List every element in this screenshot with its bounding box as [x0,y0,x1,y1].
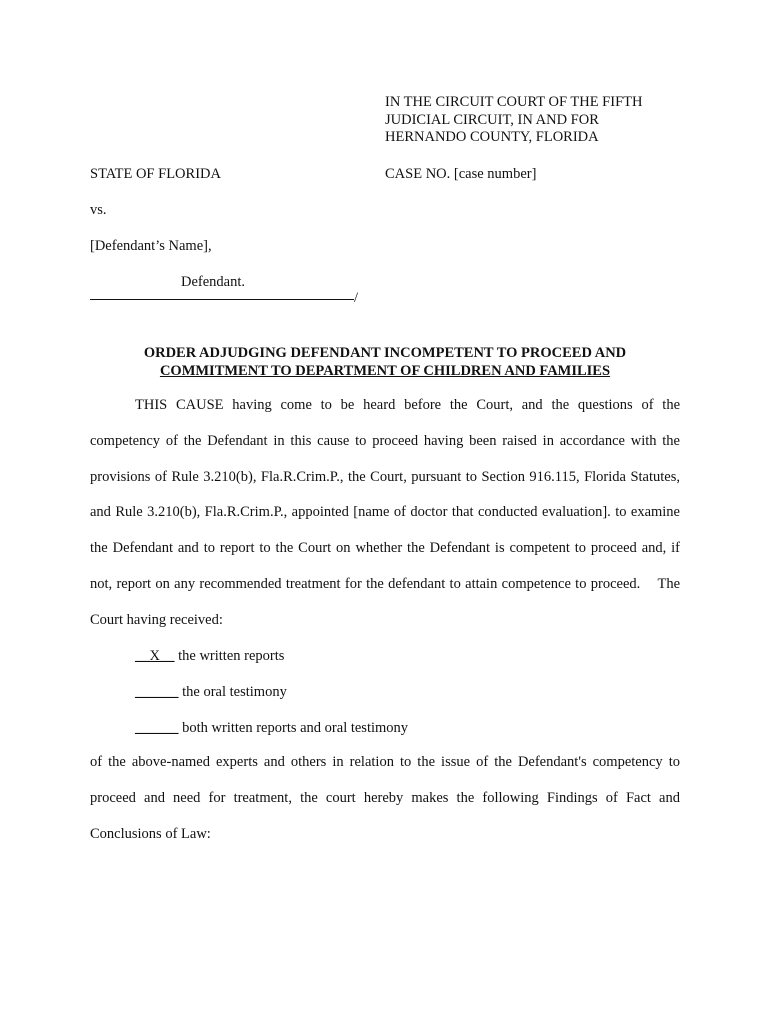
order-title-line-2: COMMITMENT TO DEPARTMENT OF CHILDREN AND FAMILIES [159,363,611,379]
plaintiff-name: STATE OF FLORIDA [90,166,221,182]
defendant-label: Defendant. [181,274,246,290]
option-written-reports [135,647,284,665]
option-label: both written reports and oral testimony [182,720,409,736]
order-title-line-1: ORDER ADJUDGING DEFENDANT INCOMPETENT TO PROCEED AND [143,345,627,361]
court-line-2: JUDICIAL CIRCUIT, IN AND FOR [385,111,599,128]
caption-rule [90,289,354,300]
option-oral-testimony [135,683,287,701]
option-both [135,719,408,737]
body-paragraph-1 [90,388,680,639]
option-label: the oral testimony [182,684,287,700]
option-mark: __X__ [135,648,175,664]
versus-label: vs. [90,202,107,218]
paragraph-1-text: THIS CAUSE having come to be heard before the Court, and the questions of the competency of the Defendant in this cause to proceed having been raised in accordance with the provisions of Rule 3.210(b), Fla.R.Crim.P., the Court, pursuant to Section 916.115, Florida Statutes, and Rule 3.210(b), Fla.R.Crim.P., appointed [name of doctor that conducted evaluation]. to examine the Defendant and to report to the Court on whether the Defendant is competent to proceed and, if not, report on any recommended treatment for the defendant to attain competence to proceed. [90,397,680,592]
court-line-1: IN THE CIRCUIT COURT OF THE FIFTH [385,94,643,110]
body-paragraph-2: of the above-named experts and others in relation to the issue of the Defendant's competency to proceed and need for treatment, the court hereby makes the following Findings of Fact and Conclusions of Law: [90,754,680,842]
option-mark: ______ [135,684,179,700]
option-label: the written reports [178,648,285,664]
order-title [90,344,680,380]
caption-slash: / [354,290,359,306]
option-mark: ______ [135,720,179,736]
defendant-name: [Defendant’s Name], [90,238,212,254]
received-lead: The Court having received: [90,575,681,628]
case-number: CASE NO. [case number] [385,166,537,182]
court-line-3: HERNANDO COUNTY, FLORIDA [385,129,599,145]
court-heading [385,94,642,147]
